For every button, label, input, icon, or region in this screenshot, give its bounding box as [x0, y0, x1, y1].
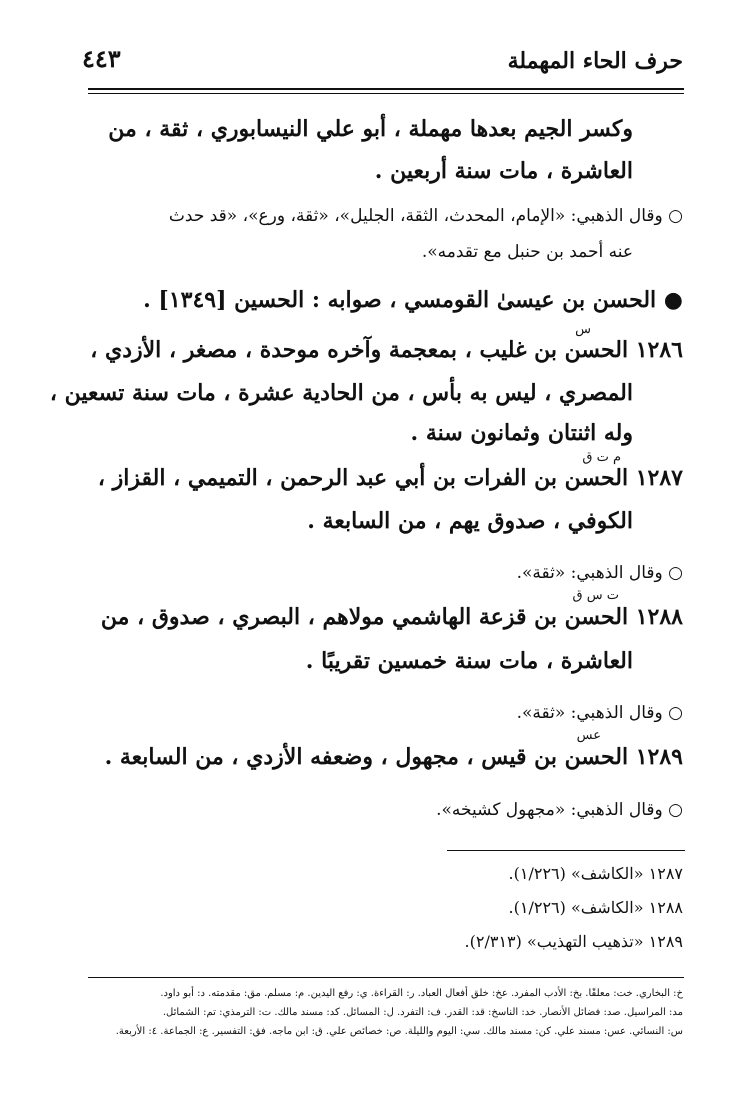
dhahabi-comment: ○ وقال الذهبي: «مجهول كشيخه».	[436, 800, 683, 820]
entry-1288: ١٢٨٨ الحسن بن قزعة الهاشمي مولاهم ، البصري ، صدوق ، من	[100, 604, 683, 630]
entry-continuation-line: وكسر الجيم بعدها مهملة ، أبو علي النيسابوري ، ثقة ، من	[108, 116, 633, 142]
footnote: ١٢٨٧ «الكاشف» (١/٢٢٦).	[508, 864, 683, 883]
entry-1286-line: وله اثنتان وثمانون سنة .	[410, 420, 633, 446]
entry-1289: ١٢٨٩ الحسن بن قيس ، مجهول ، وضعفه الأزدي ، من السابعة .	[104, 744, 683, 770]
chapter-title: حرف الحاء المهملة	[507, 48, 683, 74]
dhahabi-comment: ○ وقال الذهبي: «ثقة».	[516, 703, 683, 723]
abbreviation-separator	[88, 977, 684, 978]
entry-continuation-line: العاشرة ، مات سنة أربعين .	[374, 158, 633, 184]
dhahabi-comment: ○ وقال الذهبي: «الإمام، المحدث، الثقة، الجليل»، «ثقة، ورع»، «قد حدث	[168, 206, 683, 226]
narrator-code-tag: م ت ق	[582, 450, 621, 465]
entry-1287: ١٢٨٧ الحسن بن الفرات بن أبي عبد الرحمن ، التميمي ، القزاز ،	[97, 465, 683, 491]
entry-1288-line: العاشرة ، مات سنة خمسين تقريبًا .	[305, 648, 633, 674]
footnote: ١٢٨٩ «تذهيب التهذيب» (٢/٣١٣).	[464, 932, 683, 951]
footnote-separator	[447, 850, 685, 851]
entry-1286-line: المصري ، ليس به بأس ، من الحادية عشرة ، مات سنة تسعين ،	[49, 380, 633, 406]
narrator-code-tag: عس	[576, 728, 601, 743]
narrator-code-tag: س	[575, 322, 591, 337]
abbreviation-key-line: س: النسائي. عس: مسند علي. كن: مسند مالك. سي: اليوم والليلة. ص: خصائص علي. ق: ابن ماجه. فق: التفسير. ع: الجماعة. ٤: الأربعة.	[115, 1026, 683, 1037]
dhahabi-comment: ○ وقال الذهبي: «ثقة».	[516, 563, 683, 583]
cross-reference-entry: ● الحسن بن عيسىٰ القومسي ، صوابه : الحسين [١٣٤٩] .	[143, 287, 683, 313]
footnote: ١٢٨٨ «الكاشف» (١/٢٢٦).	[508, 898, 683, 917]
entry-1287-line: الكوفي ، صدوق يهم ، من السابعة .	[307, 508, 633, 534]
page-number: ٤٤٣	[82, 44, 121, 73]
header-rule-thick	[88, 88, 684, 90]
abbreviation-key-line: خ: البخاري. خت: معلقًا. بخ: الأدب المفرد. عخ: خلق أفعال العباد. ر: القراءة. ي: رفع اليدين. م: مسلم. مق: مقدمته. د: أبو داود.	[160, 988, 683, 999]
dhahabi-comment-continuation: عنه أحمد بن حنبل مع تقدمه».	[421, 242, 633, 262]
narrator-code-tag: ت س ق	[572, 588, 619, 603]
abbreviation-key-line: مد: المراسيل. صد: فضائل الأنصار. خد: الناسخ: قد: القدر. ف: التفرد. ل: المسائل. كد: مسند مالك. ت: الترمذي: تم: الشمائل.	[162, 1007, 683, 1018]
entry-1286: ١٢٨٦ الحسن بن غليب ، بمعجمة وآخره موحدة ، مصغر ، الأزدي ،	[90, 337, 683, 363]
header-rule-thin	[88, 93, 684, 94]
